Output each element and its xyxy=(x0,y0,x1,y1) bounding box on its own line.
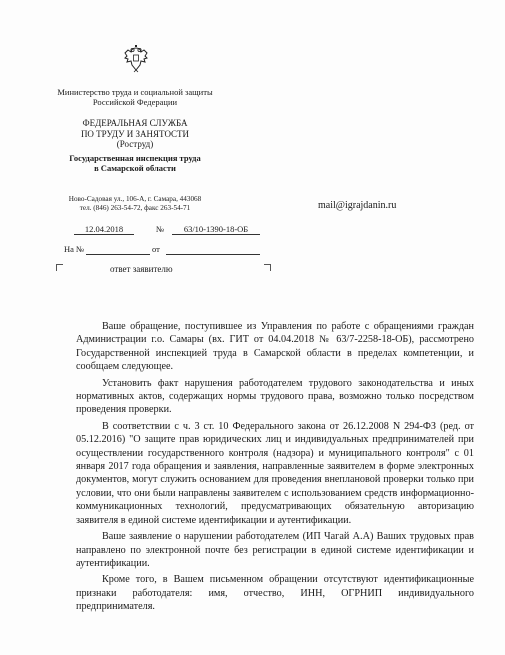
address-line-2: тел. (846) 263-54-72, факс 263-54-71 xyxy=(79,204,191,212)
body-paragraph-1: Ваше обращение, поступившее из Управления по работе с обращениями граждан Администрации г.о. Самары (вх. ГИТ от 04.04.2018 № 63/7-2258-18-ОБ), рассмотрено Государственной инспекцией труда в Самарской области в пределах компетенции, и сообщаем следующее. xyxy=(76,321,474,373)
inspection-name xyxy=(40,153,230,173)
registration-number: 63/10-1390-18-ОБ xyxy=(172,224,260,235)
from-date-field xyxy=(166,244,260,255)
ministry-name xyxy=(40,87,230,107)
reference-row xyxy=(64,244,264,258)
from-label: от xyxy=(152,244,160,254)
body-paragraph-2: Установить факт нарушения работодателем трудового законодательства и иных нормативных актов, содержащих нормы трудового права, возможно только посредством проведения проверки. xyxy=(76,377,474,416)
ministry-line-2: Российской Федерации xyxy=(92,97,178,107)
recipient-email: mail@igrajdanin.ru xyxy=(318,200,397,211)
letter-body xyxy=(76,320,474,617)
number-sign: № xyxy=(156,224,165,234)
body-paragraph-5: Кроме того, в Вашем письменном обращении отсутствуют идентификационные признаки работодателя: имя, отчество, ИНН, ОГРНИП индивидуального предпринимателя. xyxy=(76,574,474,613)
bracket-top-right xyxy=(264,264,271,271)
bracket-top-left xyxy=(56,264,63,271)
service-name xyxy=(40,118,230,150)
service-line-2: ПО ТРУДУ И ЗАНЯТОСТИ xyxy=(80,128,190,139)
russian-coat-of-arms-icon xyxy=(122,44,150,74)
registration-date: 12.04.2018 xyxy=(74,224,134,235)
body-paragraph-3: В соответствии с ч. 3 ст. 10 Федерального закона от 26.12.2008 N 294-ФЗ (ред. от 05.12.2016) "О защите прав юридических лиц и индивидуальных предпринимателей при осуществлении государственного контроля (надзора) и муниципального контроля" с 01 января 2017 года обращения и заявления, направленные заявителем в форме электронных документов, могут служить основанием для проведения внеплановой проверки только при условии, что они были направлены заявителем с использованием средств информационно-коммуникационных технологий, предусматривающих обязательную авторизацию заявителя в единой системе идентификации и аутентификации. xyxy=(76,420,474,526)
service-line-3: (Роструд) xyxy=(116,139,154,149)
inspection-line-1: Государственная инспекция труда xyxy=(69,153,201,163)
on-number-label: На № xyxy=(64,244,85,254)
ministry-line-1: Министерство труда и социальной защиты xyxy=(57,87,213,97)
reply-label: ответ заявителю xyxy=(110,264,173,274)
address-line-1: Ново-Садовая ул., 106-А, г. Самара, 443068 xyxy=(68,195,202,203)
on-number-field xyxy=(86,244,150,255)
body-paragraph-4: Ваше заявление о нарушении работодателем (ИП Чагай А.А) Ваших трудовых прав направлено по электронной почте без регистрации в единой системе идентификации и аутентификации. xyxy=(76,531,474,569)
inspection-line-2: в Самарской области xyxy=(94,163,176,173)
service-line-1: ФЕДЕРАЛЬНАЯ СЛУЖБА xyxy=(82,118,188,128)
registration-date-row xyxy=(64,224,264,238)
address-block xyxy=(40,195,230,213)
